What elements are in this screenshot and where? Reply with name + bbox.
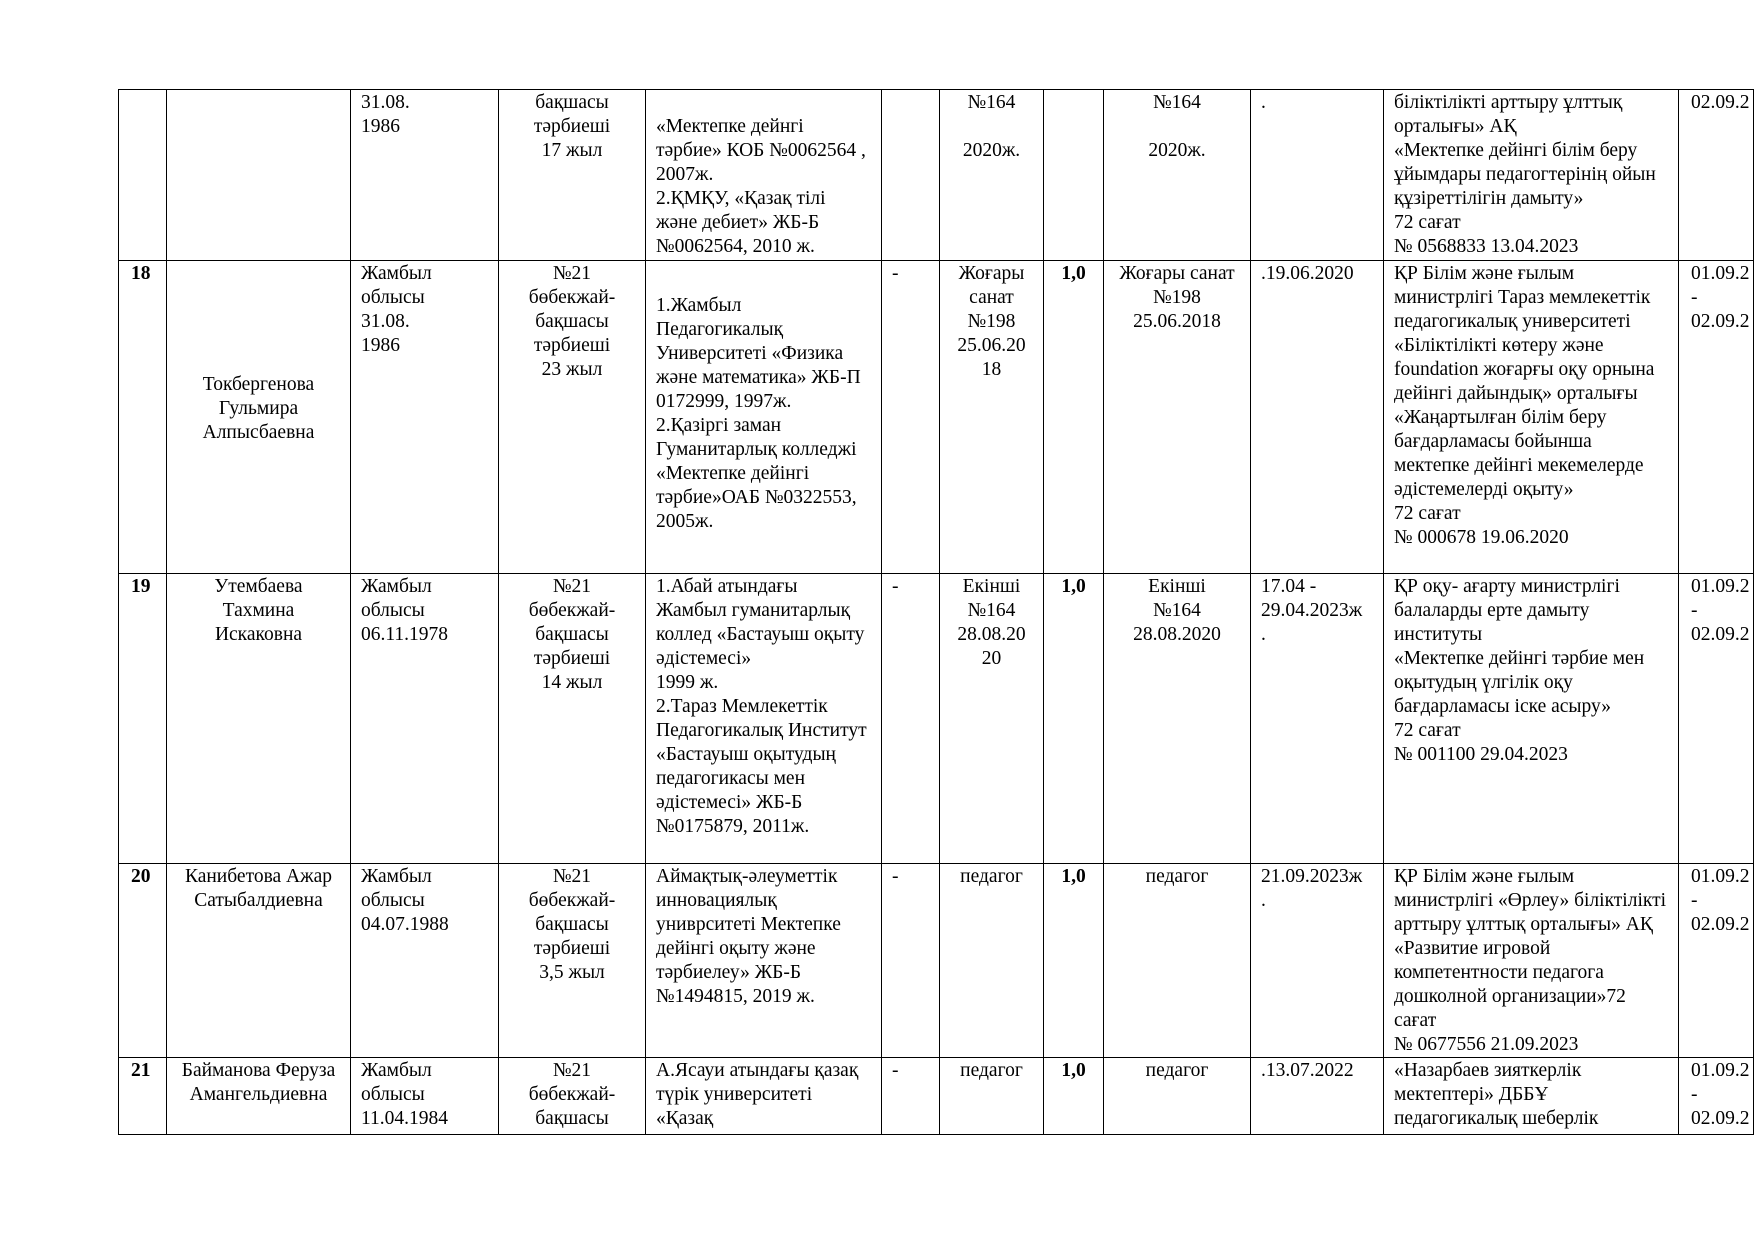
- course-info: ҚР Білім және ғылым министрлігі «Өрлеу» біліктілікті арттыру ұлттық орталығы» АҚ «Развитие игровой компетентности педагога дошколной организации»72 сағат № 0677556 21.09.2023: [1384, 864, 1679, 1058]
- full-name: Токбергенова Гульмира Алпысбаевна: [167, 261, 351, 574]
- birth-info: Жамбыл облысы 04.07.1988: [351, 864, 499, 1058]
- row-number: [119, 90, 167, 261]
- workplace-experience: №21 бөбекжай-бақшасы тәрбиеші 14 жыл: [499, 574, 646, 864]
- attestation-period: 02.09.2: [1679, 90, 1754, 261]
- full-name: Утембаева Тахмина Искаковна: [167, 574, 351, 864]
- dash-cell: -: [882, 574, 940, 864]
- education: 1.Абай атындағы Жамбыл гуманитарлық коллед «Бастауыш оқыту әдістемесі» 1999 ж. 2.Тараз Мемлекеттік Педагогикалық Институт «Бастауыш оқытудың педагогикасы мен әдістемесі» ЖБ-Б №0175879, 2011ж.: [646, 574, 882, 864]
- course-date: .13.07.2022: [1251, 1058, 1384, 1135]
- workplace-experience: №21 бөбекжай-бақшасы тәрбиеші 23 жыл: [499, 261, 646, 574]
- birth-info: 31.08. 1986: [351, 90, 499, 261]
- table-row: [119, 864, 1754, 1058]
- table-row: [119, 261, 1754, 574]
- category: Екінші №164 28.08.20 20: [940, 574, 1044, 864]
- dash-cell: [882, 90, 940, 261]
- category-full: №164 2020ж.: [1104, 90, 1251, 261]
- category-full: педагог: [1104, 864, 1251, 1058]
- birth-info: Жамбыл облысы 11.04.1984: [351, 1058, 499, 1135]
- education: «Мектепке дейнгі тәрбие» КОБ №0062564 , 2007ж. 2.ҚМҚУ, «Қазақ тілі және дебиет» ЖБ-Б №0062564, 2010 ж.: [646, 90, 882, 261]
- rate: 1,0: [1044, 574, 1104, 864]
- category: Жоғары санат №198 25.06.20 18: [940, 261, 1044, 574]
- full-name: Байманова Феруза Амангельдиевна: [167, 1058, 351, 1135]
- course-date: 21.09.2023ж .: [1251, 864, 1384, 1058]
- rate: 1,0: [1044, 261, 1104, 574]
- course-date: .: [1251, 90, 1384, 261]
- course-info: біліктілікті арттыру ұлттық орталығы» АҚ «Мектепке дейінгі білім беру ұйымдары педагогтерінің ойын құзіреттілігін дамыту» 72 сағат № 0568833 13.04.2023: [1384, 90, 1679, 261]
- row-number: 19: [119, 574, 167, 864]
- birth-info: Жамбыл облысы 31.08. 1986: [351, 261, 499, 574]
- attestation-period: 01.09.2 - 02.09.2: [1679, 574, 1754, 864]
- full-name: [167, 90, 351, 261]
- birth-info: Жамбыл облысы 06.11.1978: [351, 574, 499, 864]
- attestation-period: 01.09.2 - 02.09.2: [1679, 864, 1754, 1058]
- course-date: 17.04 - 29.04.2023ж .: [1251, 574, 1384, 864]
- dash-cell: -: [882, 261, 940, 574]
- course-info: «Назарбаев зияткерлік мектептері» ДББҰ педагогикалық шеберлік: [1384, 1058, 1679, 1135]
- category: педагог: [940, 1058, 1044, 1135]
- table-row: [119, 574, 1754, 864]
- row-number: 20: [119, 864, 167, 1058]
- education: А.Ясауи атындағы қазақ түрік университеті «Қазақ: [646, 1058, 882, 1135]
- category-full: Жоғары санат №198 25.06.2018: [1104, 261, 1251, 574]
- workplace-experience: бақшасы тәрбиеші 17 жыл: [499, 90, 646, 261]
- row-number: 18: [119, 261, 167, 574]
- attestation-period: 01.09.2 - 02.09.2: [1679, 261, 1754, 574]
- workplace-experience: №21 бөбекжай-бақшасы тәрбиеші 3,5 жыл: [499, 864, 646, 1058]
- table-row: [119, 1058, 1754, 1135]
- row-number: 21: [119, 1058, 167, 1135]
- course-info: ҚР Білім және ғылым министрлігі Тараз мемлекеттік педагогикалық университеті «Біліктілікті көтеру және foundation жоғарғы оқу орнына дейінгі дайындық» орталығы «Жаңартылған білім беру бағдарламасы бойынша мектепке дейінгі мекемелерде әдістемелерді оқыту» 72 сағат № 000678 19.06.2020: [1384, 261, 1679, 574]
- dash-cell: -: [882, 1058, 940, 1135]
- category: педагог: [940, 864, 1044, 1058]
- category: №164 2020ж.: [940, 90, 1044, 261]
- attestation-period: 01.09.2 - 02.09.2: [1679, 1058, 1754, 1135]
- full-name: Канибетова Ажар Сатыбалдиевна: [167, 864, 351, 1058]
- category-full: педагог: [1104, 1058, 1251, 1135]
- education: Аймақтық-әлеуметтік инновациялық униврситеті Мектепке дейінгі оқыту және тәрбиелеу» ЖБ-Б №1494815, 2019 ж.: [646, 864, 882, 1058]
- workplace-experience: №21 бөбекжай-бақшасы: [499, 1058, 646, 1135]
- rate: 1,0: [1044, 1058, 1104, 1135]
- rate: [1044, 90, 1104, 261]
- dash-cell: -: [882, 864, 940, 1058]
- category-full: Екінші №164 28.08.2020: [1104, 574, 1251, 864]
- staff-table: [118, 89, 1754, 1135]
- education: 1.Жамбыл Педагогикалық Университеті «Физика және математика» ЖБ-П 0172999, 1997ж. 2.Қазіргі заман Гуманитарлық колледжі «Мектепке дейінгі тәрбие»ОАБ №0322553, 2005ж.: [646, 261, 882, 574]
- table-row: [119, 90, 1754, 261]
- course-info: ҚР оқу- ағарту министрлігі балаларды ерте дамыту институты «Мектепке дейінгі тәрбие мен оқытудың үлгілік оқу бағдарламасы іске асыру» 72 сағат № 001100 29.04.2023: [1384, 574, 1679, 864]
- rate: 1,0: [1044, 864, 1104, 1058]
- course-date: .19.06.2020: [1251, 261, 1384, 574]
